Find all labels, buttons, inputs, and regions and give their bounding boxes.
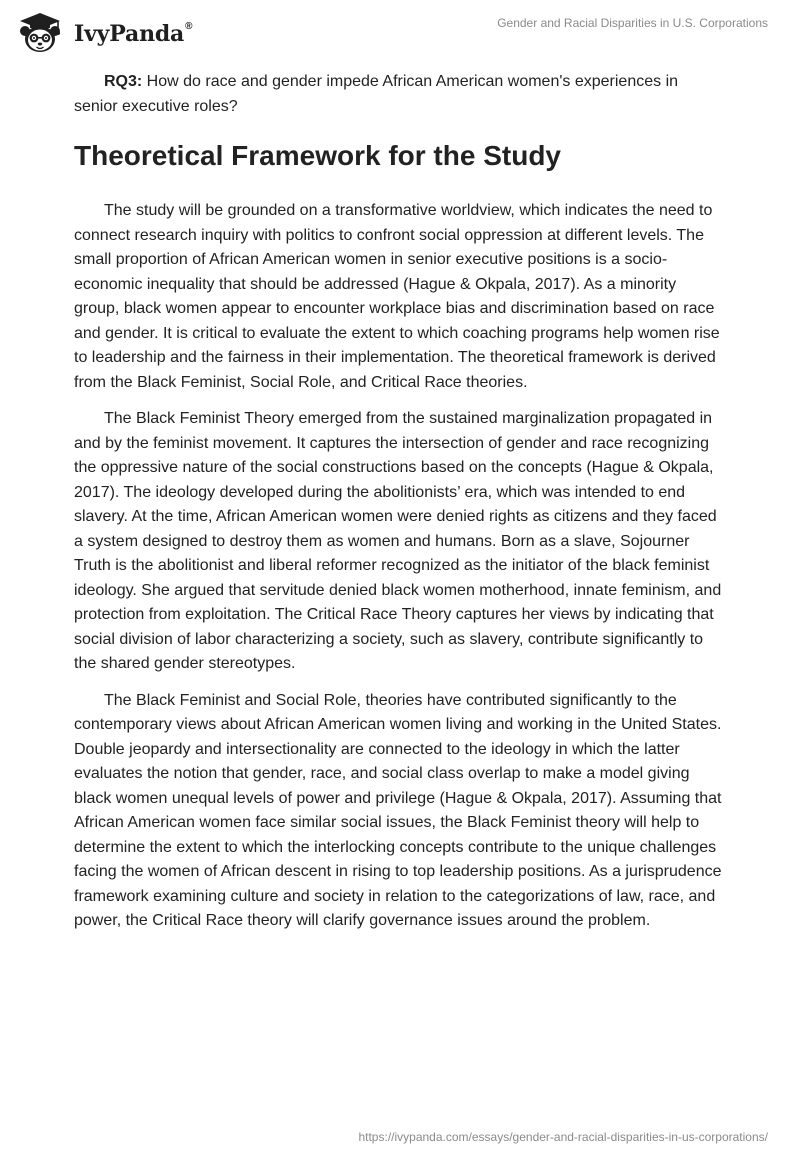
page-header <box>0 0 800 60</box>
paragraph: The Black Feminist Theory emerged from the sustained marginalization propagated in and by the feminist movement. It captures the intersection of gender and race recognizing the oppressive nature of the social constructions based on the concepts (Hague & Okpala, 2017). The ideology developed during the abolitionists’ era, which was intended to end slavery. At the time, African American women were denied rights as citizens and they faced a system designed to destroy them as women and humans. Born as a slave, Sojourner Truth is the abolitionist and liberal reformer recognized as the initiator of the black feminist ideology. She argued that servitude denied black women motherhood, innate feminism, and protection from exploitation. The Critical Race Theory captures her views by indicating that social division of labor characterizing a society, such as slavery, contribute significantly to the shared gender stereotypes. <box>74 410 722 672</box>
paragraph: The study will be grounded on a transformative worldview, which indicates the need to connect research inquiry with politics to confront social oppression at different levels. The small proportion of African American women in senior executive positions is a socio-economic inequality that should be addressed (Hague & Okpala, 2017). As a minority group, black women appear to encounter workplace bias and discrimination based on race and gender. It is critical to evaluate the extent to which coaching programs help women rise to leadership and the fairness in their implementation. The theoretical framework is derived from the Black Feminist, Social Role, and Critical Race theories. <box>74 202 720 391</box>
research-question-label: RQ3: <box>104 73 143 90</box>
document-title: Gender and Racial Disparities in U.S. Corporations <box>497 16 768 30</box>
brand-name: IvyPanda® <box>74 20 193 47</box>
research-question-text: How do race and gender impede African American women's experiences in senior executive roles? <box>74 73 679 115</box>
registered-mark: ® <box>185 20 193 32</box>
brand-logo[interactable] <box>14 10 192 54</box>
research-question <box>74 70 724 119</box>
source-url[interactable]: https://ivypanda.com/essays/gender-and-racial-disparities-in-us-corporations/ <box>358 1130 768 1144</box>
essay-body <box>74 70 724 934</box>
section-heading: Theoretical Framework for the Study <box>74 140 561 171</box>
paragraph: The Black Feminist and Social Role, theories have contributed significantly to the contemporary views about African American women living and working in the United States. Double jeopardy and intersectionality are connected to the ideology in which the latter evaluates the notion that gender, race, and social class overlap to make a model giving black women unequal levels of power and privilege (Hague & Okpala, 2017). Assuming that African American women face similar social issues, the Black Feminist theory will help to determine the extent to which the interlocking concepts contribute to the unique challenges facing the women of African descent in rising to top leadership positions. As a jurisprudence framework examining culture and society in relation to the categorizations of law, race, and power, the Critical Race theory will clarify governance issues around the problem. <box>74 691 722 929</box>
panda-graduation-cap-icon <box>14 10 70 54</box>
